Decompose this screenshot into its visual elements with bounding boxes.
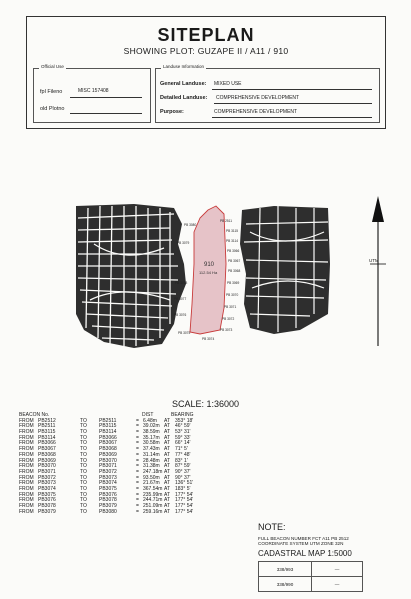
row-from: FROM <box>19 480 34 487</box>
row-distance: 251.09m <box>143 503 163 509</box>
file-no-line <box>70 97 142 98</box>
row-to-beacon: PB3068 <box>99 446 117 453</box>
row-distance: 244.71m <box>143 497 163 504</box>
beacon-no-header: BEACON No. <box>19 412 50 418</box>
row-to-beacon: PB3073 <box>99 474 117 481</box>
row-distance: 35.17m <box>143 434 160 441</box>
row-at: AT <box>164 417 171 424</box>
row-distance: 6.48m <box>143 417 157 424</box>
row-at: AT <box>164 480 171 487</box>
cadastral-sheet: 338/990 <box>259 577 312 592</box>
row-to: TO <box>80 417 87 424</box>
row-bearing: 353° 18' <box>175 417 194 424</box>
row-to-beacon: PB3067 <box>99 440 117 447</box>
row-at: AT <box>164 446 171 453</box>
row-from: FROM <box>19 457 34 464</box>
row-to: TO <box>80 508 87 515</box>
row-from: FROM <box>19 503 34 509</box>
row-to-beacon: PB3114 <box>99 429 117 436</box>
row-to: TO <box>80 480 87 487</box>
bearing-header: BEARING <box>171 412 194 418</box>
row-equals: = <box>136 463 139 470</box>
row-from-beacon: PB3079 <box>38 508 56 515</box>
row-from: FROM <box>19 417 34 424</box>
row-equals: = <box>136 468 139 475</box>
row-equals: = <box>136 429 139 436</box>
row-to: TO <box>80 440 87 447</box>
north-arrow-icon <box>368 196 388 346</box>
row-at: AT <box>164 457 171 464</box>
row-to: TO <box>80 446 87 453</box>
row-equals: = <box>136 508 139 515</box>
row-from-beacon: PB3072 <box>38 474 56 481</box>
general-landuse-label: General Landuse: <box>160 81 207 87</box>
row-distance: 37.43m <box>143 446 160 453</box>
purpose-line <box>212 117 372 118</box>
row-from: FROM <box>19 491 34 498</box>
old-plotno-label: old Plotno <box>40 106 65 112</box>
row-from-beacon: PB3066 <box>38 440 56 447</box>
row-bearing: 71° 5' <box>175 446 188 453</box>
beacon-label: PB 3069 <box>227 281 240 285</box>
row-bearing: 59° 33' <box>175 434 191 441</box>
row-equals: = <box>136 497 139 504</box>
row-at: AT <box>164 485 171 492</box>
beacon-label: PB 3071 <box>224 305 237 309</box>
row-from: FROM <box>19 474 34 481</box>
row-bearing: 83° 1' <box>175 457 188 464</box>
beacon-label: PB 3075 <box>178 331 191 335</box>
row-from: FROM <box>19 463 34 470</box>
row-to: TO <box>80 423 87 430</box>
general-landuse-line <box>212 89 372 90</box>
row-from: FROM <box>19 485 34 492</box>
page-title: SITEPLAN <box>157 25 255 45</box>
row-at: AT <box>164 474 171 481</box>
row-distance: 93.50m <box>143 474 160 481</box>
row-at: AT <box>164 497 171 504</box>
row-from-beacon: PB3078 <box>38 503 56 509</box>
row-equals: = <box>136 423 139 430</box>
beacon-label: PB 2511 <box>220 219 232 223</box>
row-from-beacon: PB3071 <box>38 468 56 475</box>
row-from: FROM <box>19 451 34 458</box>
row-equals: = <box>136 434 139 441</box>
row-from-beacon: PB3070 <box>38 463 56 470</box>
row-bearing: 177° 54' <box>175 491 194 498</box>
beacon-label: PB 3080 <box>184 223 197 227</box>
file-no-value: MISC 157408 <box>78 88 109 94</box>
row-from-beacon: PB2511 <box>38 423 56 430</box>
beacon-label: PB 3078 <box>175 281 188 285</box>
purpose-label: Purpose: <box>160 109 184 115</box>
row-from: FROM <box>19 468 34 475</box>
beacon-label: PB 3073 <box>220 328 233 332</box>
row-from-beacon: PB3068 <box>38 451 56 458</box>
row-bearing: 136° 51' <box>175 480 194 487</box>
row-to-beacon: PB3071 <box>99 463 117 470</box>
row-equals: = <box>136 480 139 487</box>
row-at: AT <box>164 434 171 441</box>
row-at: AT <box>164 503 171 509</box>
row-distance: 235.99m <box>143 491 163 498</box>
cadastral-value: — <box>312 562 363 577</box>
row-distance: 31.38m <box>143 463 160 470</box>
row-from-beacon: PB3073 <box>38 480 56 487</box>
row-to-beacon: PB3069 <box>99 451 117 458</box>
general-landuse-value: MIXED USE <box>214 81 242 87</box>
row-bearing: 66° 14' <box>175 440 191 447</box>
beacon-label: PB 3066 <box>227 249 240 253</box>
row-distance: 21.67m <box>143 480 160 487</box>
purpose-value: COMPREHENSIVE DEVELOPMENT <box>214 109 298 115</box>
row-to: TO <box>80 457 87 464</box>
row-from: FROM <box>19 440 34 447</box>
row-at: AT <box>164 423 171 430</box>
row-from-beacon: PB3115 <box>38 429 56 436</box>
row-bearing: 53° 31' <box>175 429 191 436</box>
row-from: FROM <box>19 429 34 436</box>
row-to-beacon: PB3078 <box>99 497 117 504</box>
row-at: AT <box>164 451 171 458</box>
row-equals: = <box>136 446 139 453</box>
row-to: TO <box>80 503 87 509</box>
landuse-info-box <box>155 64 380 123</box>
detailed-landuse-line <box>214 103 372 104</box>
beacon-label: PB 3070 <box>226 293 239 297</box>
row-at: AT <box>164 463 171 470</box>
row-bearing: 183° 5' <box>175 485 191 492</box>
note-line-2: COORDINATE SYSTEM UTM ZONE 32N <box>258 541 344 547</box>
beacon-label: PB 3076 <box>174 313 187 317</box>
row-distance: 39.02m <box>143 423 160 430</box>
row-to-beacon: PB3066 <box>99 434 117 441</box>
cadastral-map-title: CADASTRAL MAP 1:5000 <box>258 549 352 558</box>
detailed-landuse-label: Detailed Landuse: <box>160 95 208 101</box>
beacon-label: PB 3077 <box>174 297 187 301</box>
row-at: AT <box>164 429 171 436</box>
row-to: TO <box>80 474 87 481</box>
row-bearing: 87° 59' <box>175 463 191 470</box>
row-to: TO <box>80 485 87 492</box>
cadastral-sheet: 338/993 <box>259 562 312 577</box>
row-equals: = <box>136 485 139 492</box>
row-to: TO <box>80 491 87 498</box>
beacon-label: PB 3068 <box>228 269 241 273</box>
row-distance: 367.54m <box>143 485 163 492</box>
plot-area-label: 112.54 Ha <box>199 270 218 275</box>
beacon-label: PB 3114 <box>226 239 238 243</box>
row-to-beacon: PB3079 <box>99 503 117 509</box>
old-plotno-line <box>70 113 142 114</box>
row-from: FROM <box>19 508 34 515</box>
beacon-label: PB 3115 <box>226 229 238 233</box>
row-from-beacon: PB3114 <box>38 434 56 441</box>
file-no-label: fpl Fileno <box>40 89 63 95</box>
row-from: FROM <box>19 434 34 441</box>
row-to-beacon: PB3070 <box>99 457 117 464</box>
row-at: AT <box>164 468 171 475</box>
row-to: TO <box>80 451 87 458</box>
row-from-beacon: PB3076 <box>38 497 56 504</box>
row-from: FROM <box>19 423 34 430</box>
row-to-beacon: PB2511 <box>99 417 117 424</box>
row-bearing: 77° 48' <box>175 451 191 458</box>
row-equals: = <box>136 474 139 481</box>
row-at: AT <box>164 508 171 515</box>
beacon-label: PB 3074 <box>202 337 215 341</box>
note-heading: NOTE: <box>258 522 286 532</box>
row-equals: = <box>136 491 139 498</box>
row-bearing: 90° 37' <box>175 468 191 475</box>
header-frame <box>26 16 386 129</box>
row-to: TO <box>80 463 87 470</box>
row-at: AT <box>164 440 171 447</box>
row-to-beacon: PB3072 <box>99 468 117 475</box>
row-equals: = <box>136 417 139 424</box>
beacon-label: PB 3072 <box>222 317 235 321</box>
cadastral-row <box>259 562 363 577</box>
site-map <box>74 204 330 350</box>
row-bearing: 177° 54' <box>175 497 194 504</box>
landuse-legend: Landuse Information <box>163 64 205 69</box>
row-from-beacon: PB3067 <box>38 446 56 453</box>
row-at: AT <box>164 491 171 498</box>
row-equals: = <box>136 440 139 447</box>
official-use-box <box>33 64 151 123</box>
row-from-beacon: PB3075 <box>38 491 56 498</box>
utm-label: UTM <box>369 258 379 263</box>
row-from: FROM <box>19 446 34 453</box>
row-bearing: 177° 54' <box>175 508 194 515</box>
plot-subtitle: SHOWING PLOT: GUZAPE II / A11 / 910 <box>123 46 289 56</box>
row-to-beacon: PB3076 <box>99 491 117 498</box>
row-to-beacon: PB3080 <box>99 508 117 515</box>
row-from-beacon: PB3069 <box>38 457 56 464</box>
row-bearing: 90° 37' <box>175 474 191 481</box>
row-to: TO <box>80 468 87 475</box>
row-equals: = <box>136 451 139 458</box>
row-equals: = <box>136 503 139 509</box>
row-from-beacon: PB3074 <box>38 485 56 492</box>
row-from: FROM <box>19 497 34 504</box>
row-to-beacon: PB3115 <box>99 423 117 430</box>
row-to: TO <box>80 497 87 504</box>
row-to-beacon: PB3075 <box>99 485 117 492</box>
row-to-beacon: PB3074 <box>99 480 117 487</box>
dist-header: DIST <box>142 412 154 418</box>
row-to: TO <box>80 429 87 436</box>
row-bearing: 177° 54' <box>175 503 194 509</box>
plot-number-label: 910 <box>204 262 215 268</box>
note-text <box>258 536 349 546</box>
row-from-beacon: PB2512 <box>38 417 56 424</box>
row-distance: 259.16m <box>143 508 163 515</box>
official-use-legend: Official Use <box>41 64 64 69</box>
row-equals: = <box>136 457 139 464</box>
note-line-1: FULL BEACON NUMBER FCT A11 PB 2512 <box>258 536 349 541</box>
row-bearing: 46° 59' <box>175 423 191 430</box>
row-to: TO <box>80 434 87 441</box>
row-distance: 247.18m <box>143 468 163 475</box>
cadastral-value: — <box>312 577 363 592</box>
row-distance: 30.58m <box>143 440 160 447</box>
cadastral-sheet-table <box>258 561 363 592</box>
row-distance: 28.48m <box>143 457 160 464</box>
row-distance: 38.59m <box>143 429 160 436</box>
detailed-landuse-value: COMPREHENSIVE DEVELOPMENT <box>216 95 300 101</box>
row-distance: 31.14m <box>143 451 160 458</box>
beacon-label: PB 3067 <box>228 259 241 263</box>
beacon-label: PB 3079 <box>177 241 190 245</box>
cadastral-row <box>259 577 363 592</box>
scale-label: SCALE: 1:36000 <box>171 399 240 409</box>
